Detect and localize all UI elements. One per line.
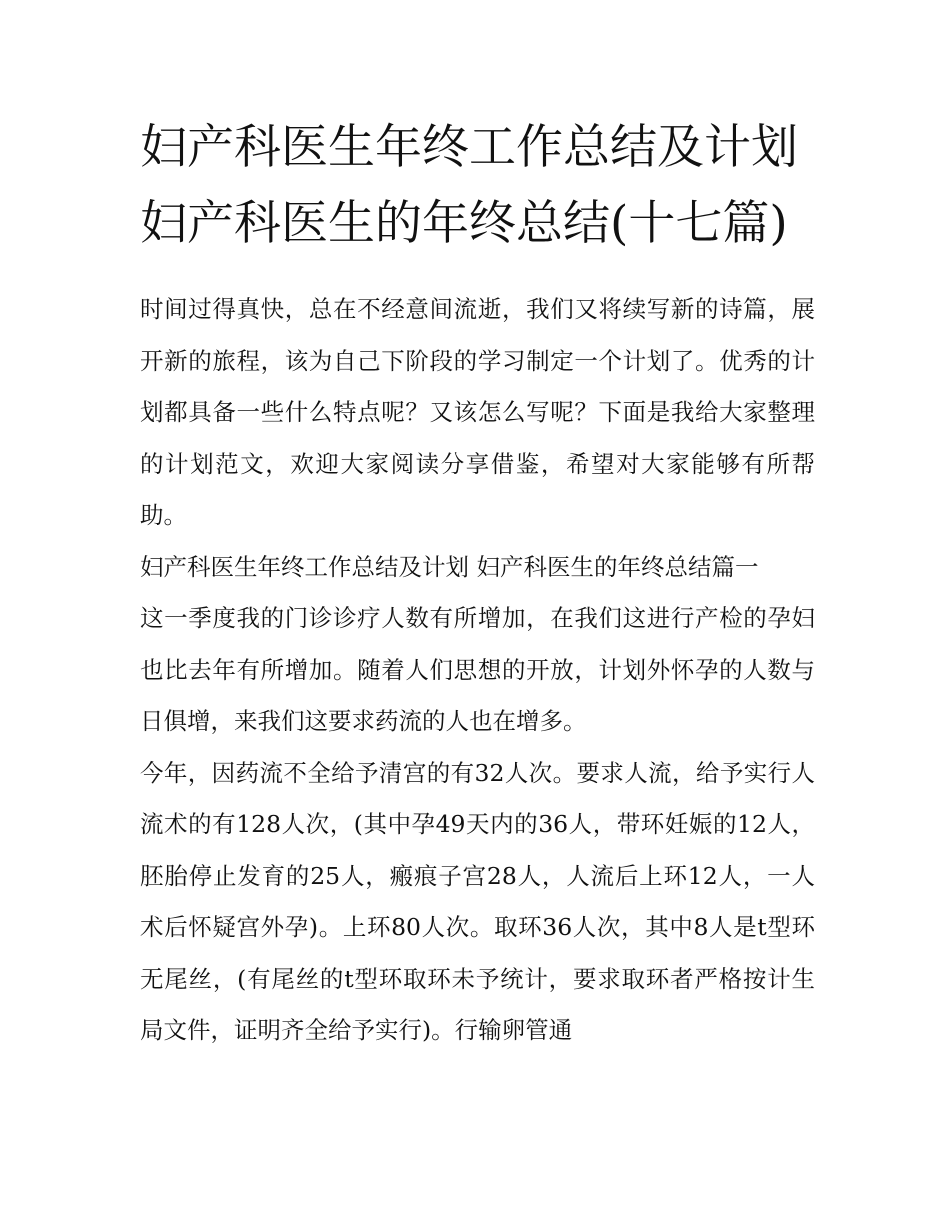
paragraph-section-heading: 妇产科医生年终工作总结及计划 妇产科医生的年终总结篇一 xyxy=(140,552,759,581)
paragraph-intro: 时间过得真快，总在不经意间流逝，我们又将续写新的诗篇，展开新的旅程，该为自己下阶段的学习制定一个计划了。优秀的计划都具备一些什么特点呢？又该怎么写呢？下面是我给大家整理的计划范文，欢迎大家阅读分享借鉴，希望对大家能够有所帮助。 xyxy=(140,295,815,529)
paragraph-outpatient: 这一季度我的门诊诊疗人数有所增加，在我们这进行产检的孕妇也比去年有所增加。随着人们思想的开放，计划外怀孕的人数与日俱增，来我们这要求药流的人也在增多。 xyxy=(140,604,815,735)
document-title: 妇产科医生年终工作总结及计划 妇产科医生的年终总结(十七篇) xyxy=(140,120,798,251)
paragraph-statistics: 今年，因药流不全给予清宫的有32人次。要求人流，给予实行人流术的有128人次，(其中孕49天内的36人，带环妊娠的12人，胚胎停止发育的25人，瘢痕子宫28人，人流后上环12人，一人术后怀疑宫外孕)。上环80人次。取环36人次，其中8人是t型环无尾丝，(有尾丝的t型环取环未予统计，要求取环者严格按计生局文件，证明齐全给予实行)。行输卵管通 xyxy=(140,758,815,1044)
document-page xyxy=(140,110,815,1057)
